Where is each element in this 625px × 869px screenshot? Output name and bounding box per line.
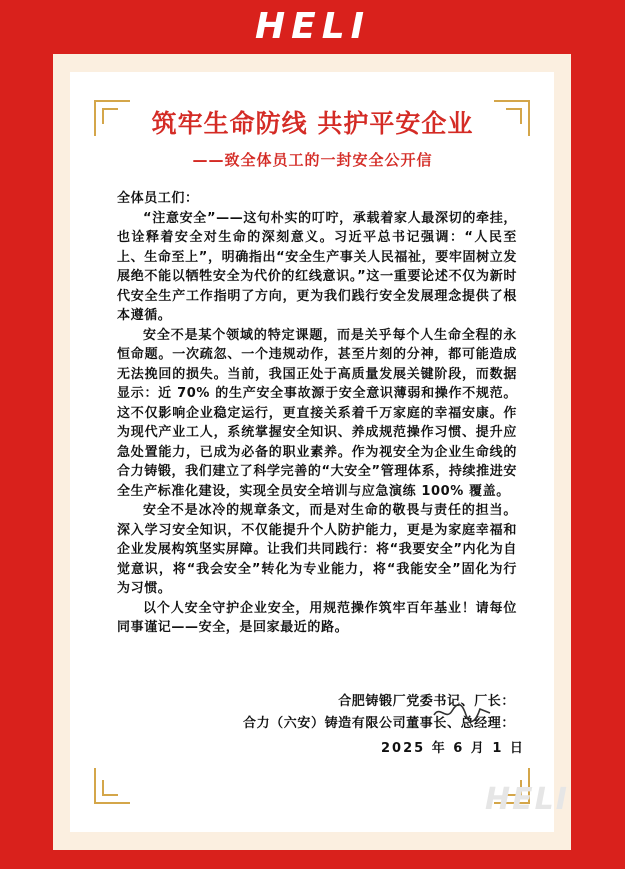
signatory-line-1: 合肥铸锻厂党委书记、厂长： (338, 694, 515, 709)
handwritten-signature (432, 701, 492, 728)
letter-subtitle: ——致全体员工的一封安全公开信 (192, 151, 433, 169)
letter-date: 2025 年 6 月 1 日 (381, 741, 525, 756)
paragraph-2: 安全不是某个领域的特定课题，而是关乎每个人生命全程的永恒命题。一次疏忽、一个违规动作，甚至片刻的分神，都可能造成无法挽回的损失。当前，我国正处于高质量发展关键阶段，而数据显示：近 70% 的生产安全事故源于安全意识薄弱和操作不规范。这不仅影响企业稳定运行，更直接关系着千万家庭的幸福安康。作为现代产业工人，系统掌握安全知识、养成规范操作习惯、提升应急处置能力，已成为必备的职业素养。作为视安全为企业生命线的合力铸锻，我们建立了科学完善的“大安全”管理体系，持续推进安全生产标准化建设，实现全员安全培训与应急演练 100% 覆盖。 (117, 327, 517, 499)
corner-ornament-bottom-left (94, 768, 130, 804)
paragraph-1: “注意安全”——这句朴实的叮咛，承载着家人最深切的牵挂，也诠释着安全对生命的深刻意义。习近平总书记强调：“人民至上、生命至上”，明确指出“安全生产事关人民福祉，要牢固树立发展绝不能以牺牲安全为代价的红线意识。”这一重要论述不仅为新时代安全生产工作指明了方向，更为我们践行安全发展理念提供了根本遵循。 (117, 210, 517, 323)
letter-title: 筑牢生命防线 共护平安企业 (151, 109, 474, 138)
signatory-line-2: 合力（六安）铸造有限公司董事长、总经理： (242, 716, 515, 731)
letter-body (117, 189, 517, 638)
paragraph-3: 安全不是冰冷的规章条文，而是对生命的敬畏与责任的担当。深入学习安全知识，不仅能提升个人防护能力，更是为家庭幸福和企业发展构筑坚实屏障。让我们共同践行：将“我要安全”内化为自觉意识，将“我会安全”转化为专业能力，将“我能安全”固化为行为习惯。 (117, 503, 517, 596)
watermark-logo: HELI (485, 782, 569, 817)
paragraph-4: 以个人安全守护企业安全，用规范操作筑牢百年基业！请每位同事谨记——安全，是回家最近的路。 (117, 600, 517, 635)
heli-logo: HELI (254, 6, 371, 47)
salutation: 全体员工们： (117, 191, 199, 206)
